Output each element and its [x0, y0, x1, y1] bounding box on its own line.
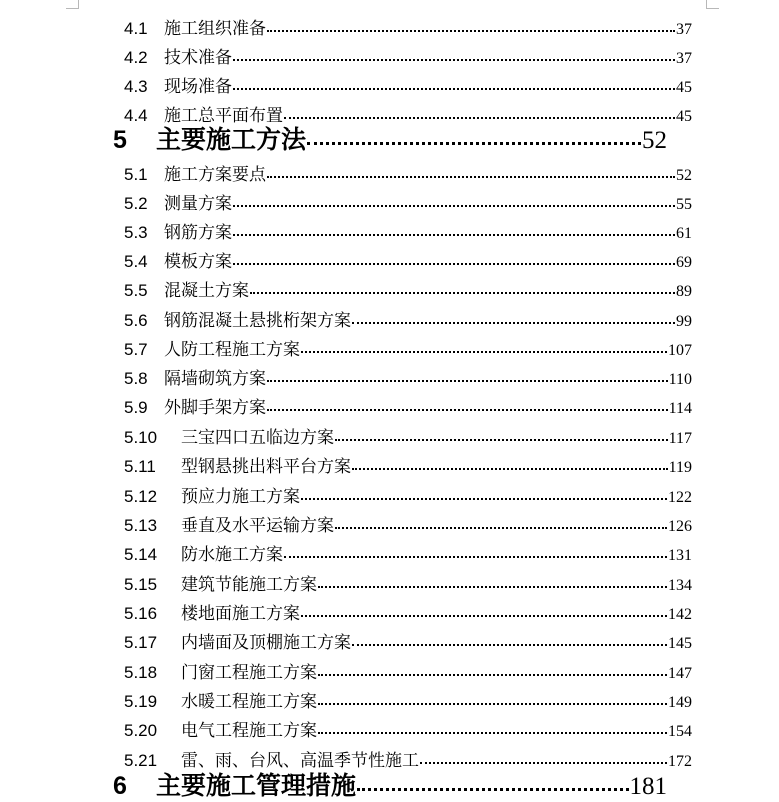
- toc-entry-4-2[interactable]: [124, 43, 692, 72]
- toc-entry-number: 5.8: [124, 369, 148, 388]
- toc-entry-4-1[interactable]: [124, 14, 692, 43]
- dot-leader: [267, 409, 668, 411]
- dot-leader: [352, 644, 667, 646]
- toc-entry-number: 5.3: [124, 223, 148, 242]
- toc-entry-number: 5.1: [124, 165, 148, 184]
- dot-leader: [233, 234, 675, 236]
- toc-entry-4-3[interactable]: [124, 72, 692, 101]
- toc-entry-page: 37: [676, 21, 692, 38]
- toc-chapter-page: 181: [629, 773, 667, 800]
- toc-entry-number: 5.18: [124, 663, 158, 682]
- toc-entry-number: 5.19: [124, 692, 158, 711]
- dot-leader: [357, 788, 628, 791]
- toc-entry-title: 外脚手架方案: [164, 398, 266, 418]
- toc-entry-5-5[interactable]: [124, 276, 692, 305]
- toc-entry-number: 4.3: [124, 77, 148, 96]
- toc-entry-title: 混凝土方案: [164, 281, 249, 301]
- toc-entry-page: 55: [676, 196, 692, 213]
- dot-leader: [267, 30, 675, 32]
- toc-entry-5-3[interactable]: [124, 218, 692, 247]
- toc-entry-page: 99: [676, 313, 692, 330]
- dot-leader: [335, 439, 668, 441]
- dot-leader: [301, 498, 667, 500]
- toc-entry-title: 雷、雨、台风、高温季节性施工: [181, 751, 419, 771]
- toc-entry-5-11[interactable]: [124, 452, 692, 481]
- toc-chapter-number: 5: [113, 126, 127, 154]
- dot-leader: [352, 468, 668, 470]
- toc-entry-title: 水暖工程施工方案: [181, 692, 317, 712]
- toc-entry-number: 4.2: [124, 48, 148, 67]
- dot-leader: [318, 586, 667, 588]
- toc-entry-number: 5.5: [124, 281, 148, 300]
- dot-leader: [318, 732, 667, 734]
- toc-entry-page: 149: [668, 694, 692, 711]
- toc-entry-title: 门窗工程施工方案: [181, 663, 317, 683]
- toc-entry-5-10[interactable]: [124, 423, 692, 452]
- toc-entry-page: 37: [676, 50, 692, 67]
- toc-entry-title: 内墙面及顶棚施工方案: [181, 633, 351, 653]
- toc-entry-page: 134: [668, 577, 692, 594]
- page-corner-mark-left: [66, 0, 79, 9]
- toc-entry-number: 5.4: [124, 252, 148, 271]
- toc-chapter-number: 6: [113, 772, 127, 800]
- toc-entry-number: 5.9: [124, 398, 148, 417]
- toc-entry-page: 145: [668, 635, 692, 652]
- toc-entry-number: 5.16: [124, 604, 158, 623]
- toc-chapter-page: 52: [642, 127, 667, 154]
- dot-leader: [318, 674, 667, 676]
- toc-chapter-title: 主要施工方法: [156, 125, 307, 154]
- toc-entry-title: 防水施工方案: [181, 545, 283, 565]
- toc-entry-page: 154: [668, 723, 692, 740]
- toc-entry-title: 钢筋方案: [164, 223, 232, 243]
- toc-entry-title: 型钢悬挑出料平台方案: [181, 457, 351, 477]
- toc-entry-page: 122: [668, 489, 692, 506]
- toc-entry-page: 172: [668, 753, 692, 770]
- toc-entry-number: 5.10: [124, 428, 158, 447]
- dot-leader: [284, 117, 675, 119]
- toc-entry-page: 117: [668, 430, 692, 447]
- toc-entry-title: 楼地面施工方案: [181, 604, 300, 624]
- toc-entry-title: 测量方案: [164, 194, 232, 214]
- toc-entry-page: 126: [668, 518, 692, 535]
- toc-entry-number: 5.2: [124, 194, 148, 213]
- toc-chapter-title: 主要施工管理措施: [156, 771, 357, 800]
- dot-leader: [352, 322, 675, 324]
- toc-entry-5-6[interactable]: [124, 306, 692, 335]
- toc-entry-5-7[interactable]: [124, 335, 692, 364]
- toc-entry-title: 预应力施工方案: [181, 487, 300, 507]
- toc-entry-number: 5.21: [124, 751, 158, 770]
- dot-leader: [233, 88, 675, 90]
- toc-entry-page: 119: [668, 459, 692, 476]
- dot-leader: [267, 380, 668, 382]
- toc-entry-5-14[interactable]: [124, 540, 692, 569]
- toc-entry-5-20[interactable]: [124, 716, 692, 745]
- toc-entry-page: 45: [676, 79, 692, 96]
- toc-entry-number: 5.13: [124, 516, 158, 535]
- toc-entry-page: 131: [668, 547, 692, 564]
- toc-entry-5-8[interactable]: [124, 364, 692, 393]
- toc-entry-5-16[interactable]: [124, 599, 692, 628]
- toc-entry-title: 隔墙砌筑方案: [164, 369, 266, 389]
- toc-entry-page: 147: [668, 665, 692, 682]
- toc-entry-5-12[interactable]: [124, 482, 692, 511]
- toc-entry-number: 5.11: [124, 457, 156, 476]
- toc-entry-page: 61: [676, 225, 692, 242]
- dot-leader: [284, 556, 667, 558]
- toc-entry-number: 4.1: [124, 19, 148, 38]
- dot-leader: [267, 176, 675, 178]
- toc-entry-5-17[interactable]: [124, 628, 692, 657]
- toc-entry-title: 施工组织准备: [164, 19, 266, 39]
- toc-entry-title: 现场准备: [164, 77, 232, 97]
- toc-entry-title: 钢筋混凝土悬挑桁架方案: [164, 311, 351, 331]
- toc-entry-5-18[interactable]: [124, 658, 692, 687]
- toc-entry-page: 107: [668, 342, 692, 359]
- toc-entry-title: 电气工程施工方案: [181, 721, 317, 741]
- toc-entry-number: 5.7: [124, 340, 148, 359]
- toc-entry-5-13[interactable]: [124, 511, 692, 540]
- toc-entry-title: 垂直及水平运输方案: [181, 516, 334, 536]
- dot-leader: [420, 762, 667, 764]
- toc-entry-page: 45: [676, 108, 692, 125]
- page-corner-mark-right: [706, 0, 719, 9]
- toc-entry-title: 施工方案要点: [164, 165, 266, 185]
- toc-entry-number: 5.6: [124, 311, 148, 330]
- toc-entry-number: 5.15: [124, 575, 158, 594]
- dot-leader: [301, 615, 667, 617]
- dot-leader: [318, 703, 667, 705]
- toc-entry-title: 模板方案: [164, 252, 232, 272]
- toc-entry-number: 5.14: [124, 545, 158, 564]
- dot-leader: [233, 263, 675, 265]
- toc-chapter-5[interactable]: [113, 120, 667, 154]
- toc-entry-title: 技术准备: [164, 48, 232, 68]
- toc-entry-title: 施工总平面布置: [164, 106, 283, 126]
- dot-leader: [233, 59, 675, 61]
- dot-leader: [335, 527, 667, 529]
- toc-entry-5-9[interactable]: [124, 393, 692, 422]
- toc-chapter-6[interactable]: [113, 766, 667, 800]
- toc-entry-5-1[interactable]: [124, 160, 692, 189]
- toc-entry-title: 建筑节能施工方案: [181, 575, 317, 595]
- toc-entry-5-19[interactable]: [124, 687, 692, 716]
- toc-entry-number: 4.4: [124, 106, 148, 125]
- dot-leader: [250, 292, 675, 294]
- dot-leader: [307, 142, 641, 145]
- toc-entry-number: 5.20: [124, 721, 158, 740]
- dot-leader: [301, 351, 667, 353]
- toc-entry-page: 110: [668, 371, 692, 388]
- toc-entry-number: 5.17: [124, 633, 158, 652]
- toc-entry-page: 69: [676, 254, 692, 271]
- toc-entry-title: 三宝四口五临边方案: [181, 428, 334, 448]
- toc-entry-page: 89: [676, 283, 692, 300]
- toc-entry-5-15[interactable]: [124, 570, 692, 599]
- toc-entry-5-4[interactable]: [124, 247, 692, 276]
- toc-entry-number: 5.12: [124, 487, 158, 506]
- toc-entry-page: 142: [668, 606, 692, 623]
- toc-entry-5-2[interactable]: [124, 189, 692, 218]
- dot-leader: [233, 205, 675, 207]
- toc-entry-page: 52: [676, 167, 692, 184]
- toc-entry-page: 114: [668, 400, 692, 417]
- toc-entry-title: 人防工程施工方案: [164, 340, 300, 360]
